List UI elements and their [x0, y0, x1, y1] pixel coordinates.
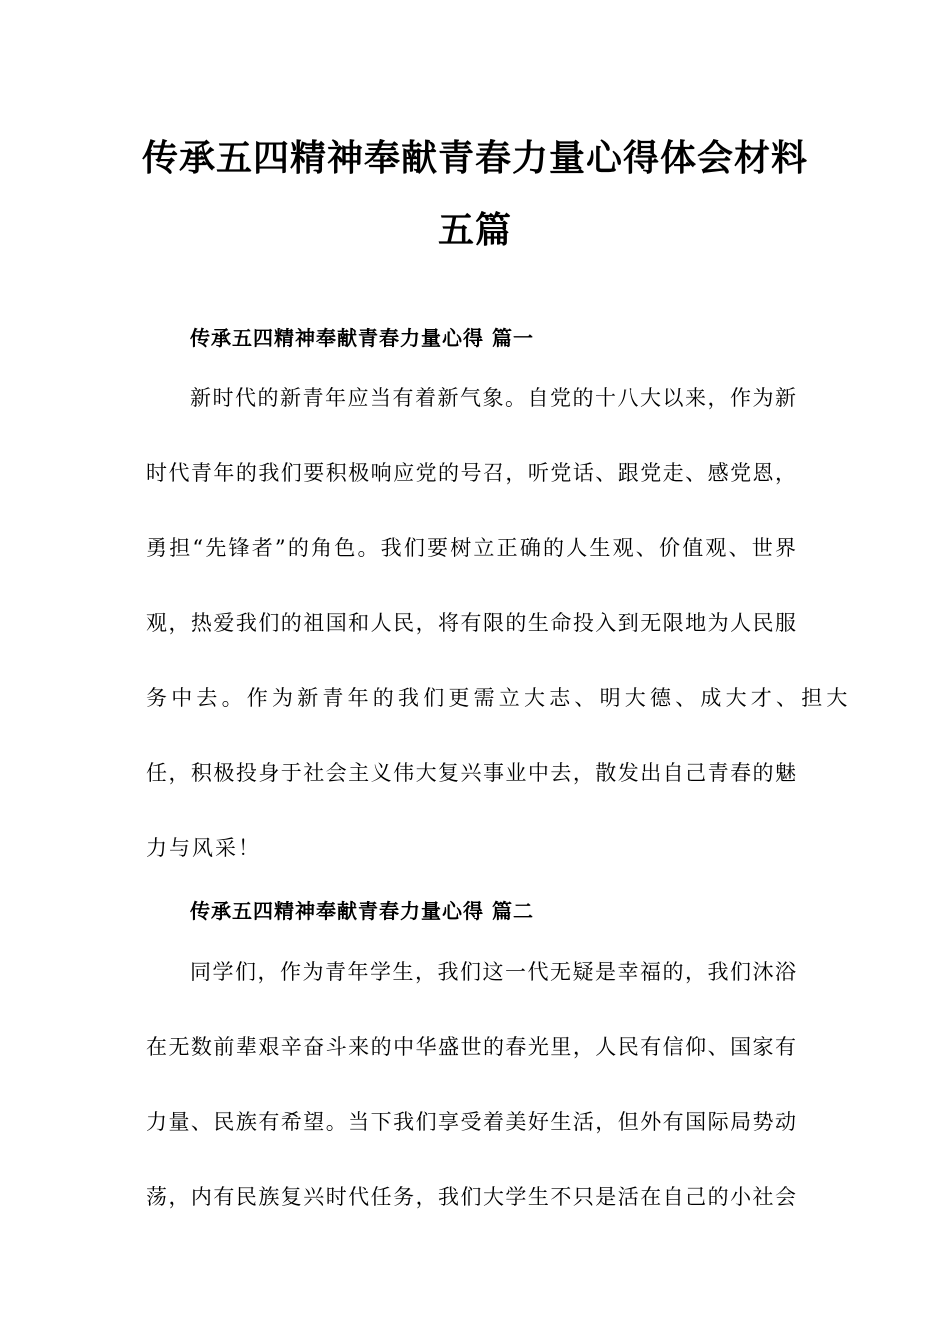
- section-1-line: 时代青年的我们要积极响应党的号召，听党话、跟党走、感党恩，: [146, 461, 796, 485]
- section-2-line: 荡，内有民族复兴时代任务，我们大学生不只是活在自己的小社会: [146, 1185, 796, 1209]
- section-1-line: 勇担“先锋者”的角色。我们要树立正确的人生观、价值观、世界: [146, 536, 796, 560]
- section-2-line: 同学们，作为青年学生，我们这一代无疑是幸福的，我们沐浴: [190, 960, 796, 984]
- section-1-line: 任，积极投身于社会主义伟大复兴事业中去，散发出自己青春的魅: [146, 761, 796, 785]
- section-2-line: 力量、民族有希望。当下我们享受着美好生活，但外有国际局势动: [146, 1110, 796, 1134]
- section-1-heading: 传承五四精神奉献青春力量心得 篇一: [190, 326, 534, 350]
- section-1-line: 新时代的新青年应当有着新气象。自党的十八大以来，作为新: [190, 386, 796, 410]
- section-1-line: 力与风采！: [146, 836, 261, 860]
- document-title-line-1: 传承五四精神奉献青春力量心得体会材料: [141, 137, 808, 179]
- section-1-line: 观，热爱我们的祖国和人民，将有限的生命投入到无限地为人民服: [146, 611, 796, 635]
- section-2-heading: 传承五四精神奉献青春力量心得 篇二: [190, 899, 534, 923]
- section-2-line: 在无数前辈艰辛奋斗来的中华盛世的春光里，人民有信仰、国家有: [146, 1035, 796, 1059]
- section-1-line: 务中去。作为新青年的我们更需立大志、明大德、成大才、担大: [146, 686, 852, 710]
- document-title-line-2: 五篇: [437, 209, 512, 251]
